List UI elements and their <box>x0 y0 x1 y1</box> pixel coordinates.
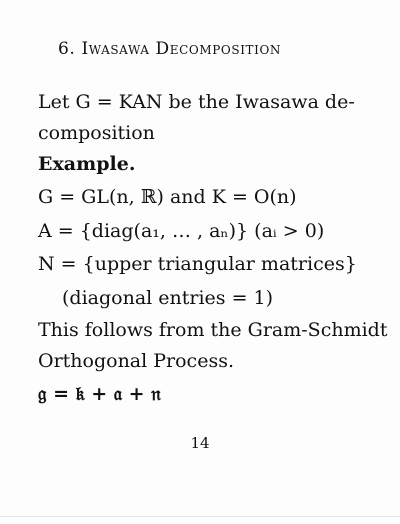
follows-line-1: This follows from the Gram-Schmidt <box>38 319 388 341</box>
example-heading: Example. <box>38 153 136 175</box>
equation-a: A = {diag(a₁, … , aₙ)} (aᵢ > 0) <box>38 220 325 242</box>
section-title-text: Iwasawa Decomposition <box>81 39 282 59</box>
follows-line-2: Orthogonal Process. <box>38 350 234 372</box>
equation-g-k: G = GL(n, ℝ) and K = O(n) <box>38 186 297 208</box>
page-number: 14 <box>190 434 210 452</box>
equation-n-note: (diagonal entries = 1) <box>62 287 274 309</box>
equation-n: N = {upper triangular matrices} <box>38 253 357 275</box>
lie-algebra-decomposition: 𝔤 = 𝔨 + 𝔞 + 𝔫 <box>38 383 161 405</box>
intro-line-1: Let G = KAN be the Iwasawa de- <box>38 91 355 113</box>
section-title <box>58 41 281 58</box>
intro-line-2: composition <box>38 122 155 144</box>
bottom-edge-divider <box>0 516 400 517</box>
section-number: 6. <box>58 39 76 59</box>
